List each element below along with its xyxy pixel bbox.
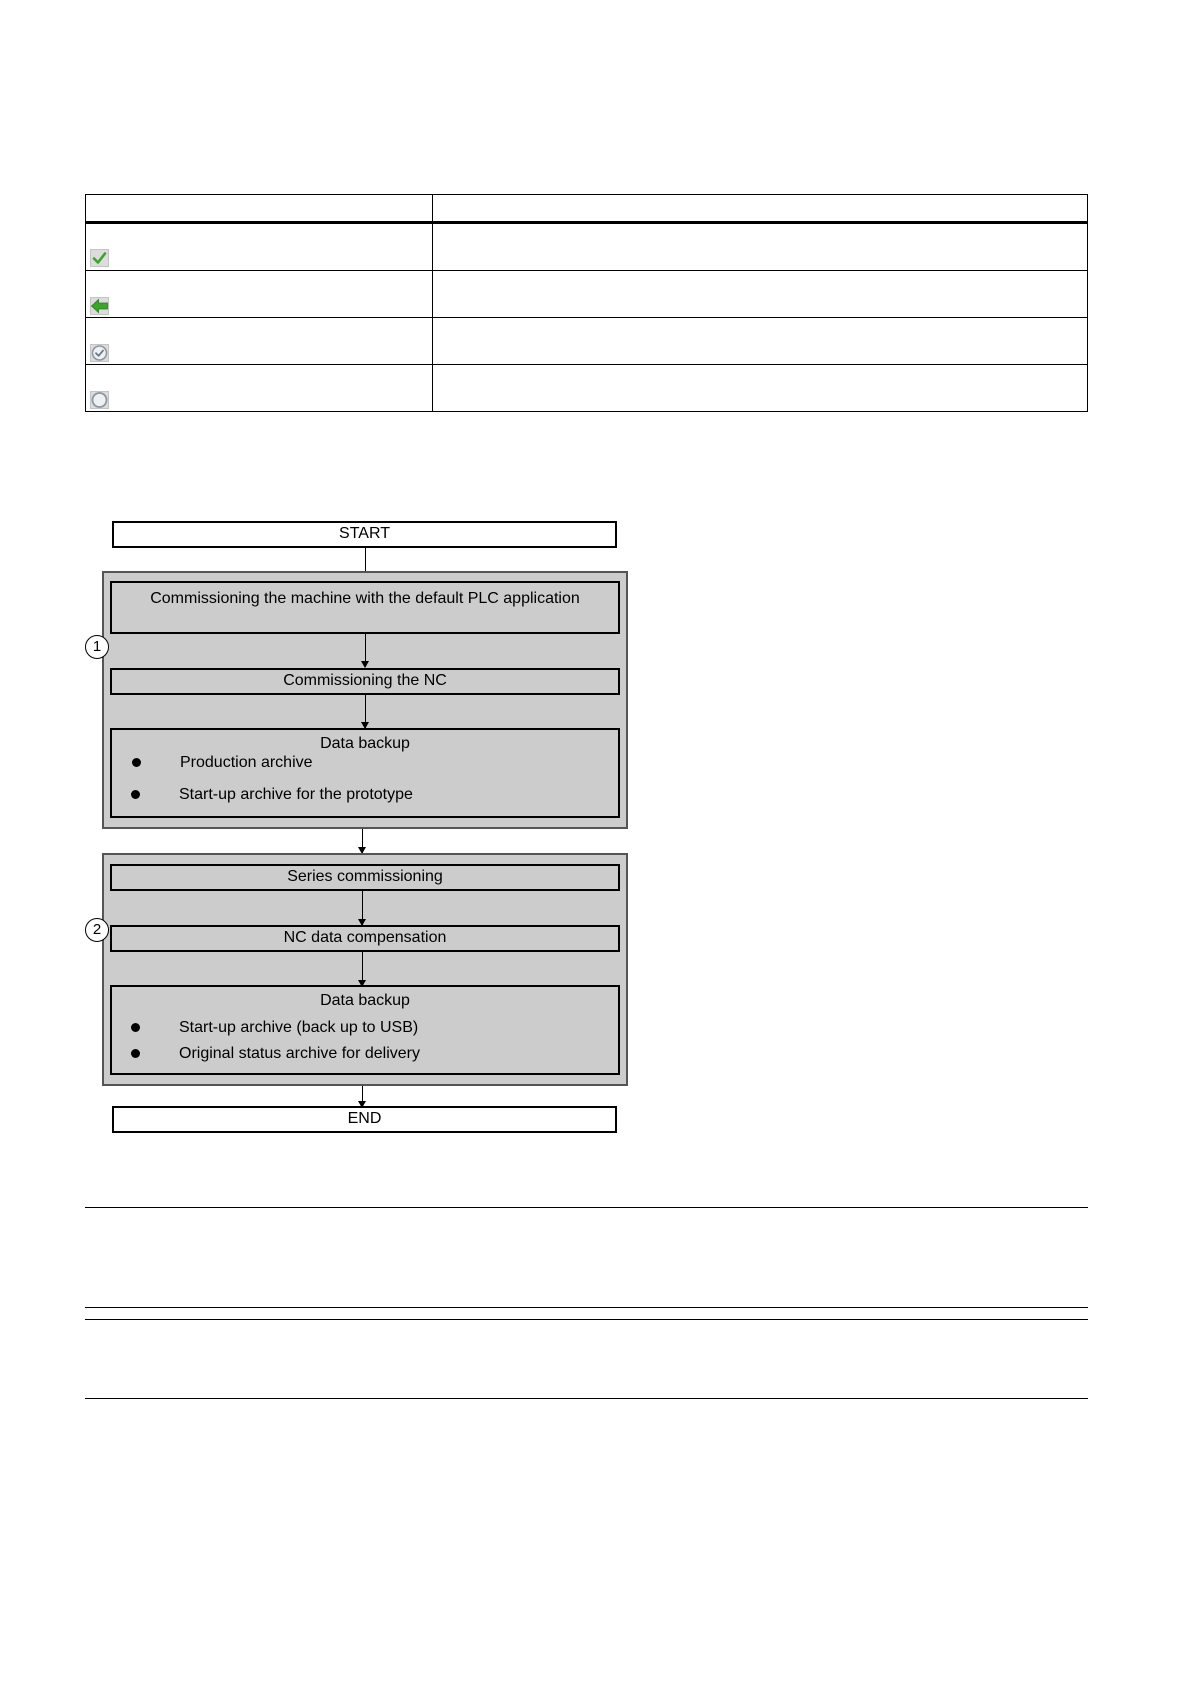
list-item-text: Start-up archive for the prototype (179, 786, 413, 803)
list-item (112, 752, 618, 774)
table-row (86, 223, 1088, 271)
table-cell-icon (86, 271, 433, 318)
flow-step-nc-data-compensation: NC data compensation (110, 925, 620, 952)
callout-marker: 1 (85, 635, 109, 659)
list-item (111, 1043, 618, 1065)
checkmark-icon (90, 249, 109, 267)
bullet-icon (131, 1049, 140, 1058)
flow-connector-arrow (365, 634, 366, 667)
flow-connector-arrow (365, 695, 366, 728)
flow-step-data-backup (110, 985, 620, 1075)
green-arrow-left-icon (90, 297, 109, 315)
empty-circle-icon (90, 391, 109, 409)
table-cell-icon (86, 318, 433, 365)
note-rule-bottom (85, 1398, 1088, 1399)
flow-step-series-commissioning: Series commissioning (110, 864, 620, 891)
flow-connector-arrow (362, 1086, 363, 1107)
table-cell-description (433, 223, 1088, 271)
table-cell-icon (86, 223, 433, 271)
flow-start-box: START (112, 521, 617, 548)
flow-step-commission-machine: Commissioning the machine with the default PLC application (110, 581, 620, 634)
table-cell-description (433, 318, 1088, 365)
flow-end-box: END (112, 1106, 617, 1133)
check-circle-icon (90, 344, 109, 362)
list-item-text: Production archive (180, 754, 313, 771)
flow-connector-arrow (362, 829, 363, 853)
table-cell-description (433, 365, 1088, 412)
flow-step-data-backup (110, 728, 620, 818)
list-item (111, 784, 618, 806)
table-cell-icon (86, 365, 433, 412)
note-rule-bottom (85, 1307, 1088, 1308)
table-row (86, 365, 1088, 412)
table-header-cell (433, 195, 1088, 223)
list-item-text: Start-up archive (back up to USB) (179, 1019, 419, 1036)
flow-step-commission-nc: Commissioning the NC (110, 668, 620, 695)
list-item (111, 1017, 618, 1039)
flow-step-title: Data backup (320, 992, 410, 1009)
icon-legend-table (85, 194, 1088, 412)
flow-connector-arrow (362, 891, 363, 925)
bullet-icon (132, 758, 141, 767)
note-rule-top (85, 1207, 1088, 1208)
table-header-row (86, 195, 1088, 223)
list-item-text: Original status archive for delivery (179, 1045, 420, 1062)
flow-step-title: Data backup (320, 735, 410, 752)
table-row (86, 271, 1088, 318)
bullet-icon (131, 1023, 140, 1032)
table-row (86, 318, 1088, 365)
table-cell-description (433, 271, 1088, 318)
note-rule-top (85, 1319, 1088, 1320)
bullet-icon (131, 790, 140, 799)
callout-marker: 2 (85, 918, 109, 942)
table-header-cell (86, 195, 433, 223)
flow-connector-arrow (362, 952, 363, 986)
